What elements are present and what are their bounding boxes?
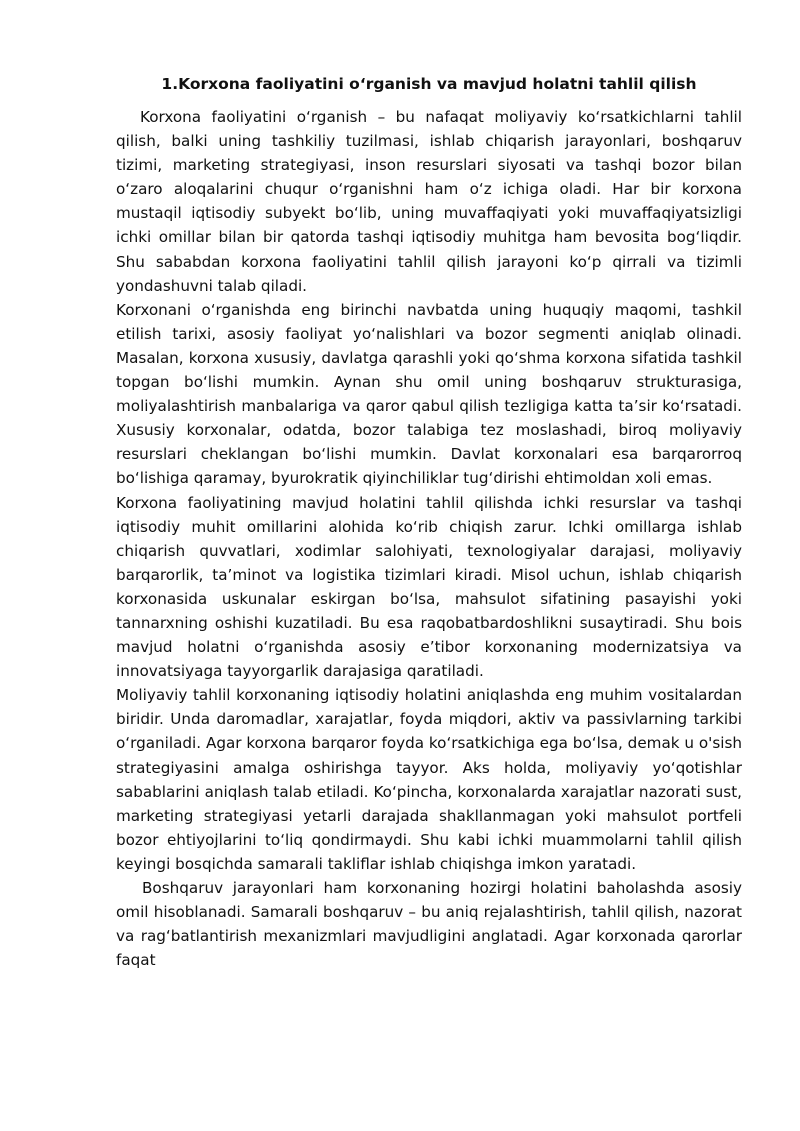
paragraph-financial-analysis: Moliyaviy tahlil korxonaning iqtisodiy holatini aniqlashda eng muhim vositalardan biridir. Unda daromadlar, xarajatlar, foyda miqdori, aktiv va passivlarning tarkibi o‘rganiladi. Agar korxona barqaror foyda ko‘rsatkichiga ega bo‘lsa, demak u o'sish strategiyasini amalga oshirishga tayyor. Aks holda, moliyaviy yo‘qotishlar sabablarini aniqlash talab etiladi. Ko‘pincha, korxonalarda xarajatlar nazorati sust, marketing strategiyasi yetarli darajada shakllanmagan yoki mahsulot portfeli bozor ehtiyojlarini to‘liq qondirmaydi. Shu kabi ichki muammolarni tahlil qilish keyingi bosqichda samarali takliflar ishlab chiqishga imkon yaratadi. bbox=[116, 686, 742, 873]
document-title: 1.Korxona faoliyatini o‘rganish va mavjud holatni tahlil qilish bbox=[161, 75, 697, 93]
document-page bbox=[116, 72, 742, 972]
paragraph-internal-external-factors: Korxona faoliyatining mavjud holatini tahlil qilishda ichki resurslar va tashqi iqtisodiy muhit omillarini alohida ko‘rib chiqish zarur. Ichki omillarga ishlab chiqarish quvvatlari, xodimlar salohiyati, texnologiyalar darajasi, moliyaviy barqarorlik, ta’minot va logistika tizimlari kiradi. Misol uchun, ishlab chiqarish korxonasida uskunalar eskirgan bo‘lsa, mahsulot sifatining pasayishi yoki tannarxning oshishi kuzatiladi. Bu esa raqobatbardoshlikni susaytiradi. Shu bois mavjud holatni o‘rganishda asosiy e’tibor korxonaning modernizatsiya va innovatsiyaga tayyorgarlik darajasiga qaratiladi. bbox=[116, 493, 742, 681]
paragraph-management: Boshqaruv jarayonlari ham korxonaning hozirgi holatini baholashda asosiy omil hisoblanadi. Samarali boshqaruv – bu aniq rejalashtirish, tahlil qilish, nazorat va rag‘batlantirish mexanizmlari mavjudligini anglatadi. Agar korxonada qarorlar faqat bbox=[116, 879, 742, 970]
paragraph-intro: Korxona faoliyatini o‘rganish – bu nafaqat moliyaviy ko‘rsatkichlarni tahlil qilish, balki uning tashkiliy tuzilmasi, ishlab chiqarish jarayonlari, boshqaruv tizimi, marketing strategiyasi, inson resurslari siyosati va tashqi bozor bilan o‘zaro aloqalarini chuqur o‘rganishni ham o‘z ichiga oladi. Har bir korxona mustaqil iqtisodiy subyekt bo‘lib, uning muvaffaqiyati yoki muvaffaqiyatsizligi ichki omillar bilan bir qatorda tashqi iqtisodiy muhitga ham bevosita bog‘liqdir. Shu sababdan korxona faoliyatini tahlil qilish jarayoni ko‘p qirrali va tizimli yondashuvni talab qiladi. bbox=[116, 108, 742, 295]
paragraph-legal-status: Korxonani o‘rganishda eng birinchi navbatda uning huquqiy maqomi, tashkil etilish tarixi, asosiy faoliyat yo‘nalishlari va bozor segmenti aniqlab olinadi. Masalan, korxona xususiy, davlatga qarashli yoki qo‘shma korxona sifatida tashkil topgan bo‘lishi mumkin. Aynan shu omil uning boshqaruv strukturasiga, moliyalashtirish manbalariga va qaror qabul qilish tezligiga katta ta’sir ko‘rsatadi. Xususiy korxonalar, odatda, bozor talabiga tez moslashadi, biroq moliyaviy resurslari cheklangan bo‘lishi mumkin. Davlat korxonalari esa barqarorroq bo‘lishiga qaramay, byurokratik qiyinchiliklar tug‘dirishi ehtimoldan xoli emas. bbox=[116, 300, 742, 488]
